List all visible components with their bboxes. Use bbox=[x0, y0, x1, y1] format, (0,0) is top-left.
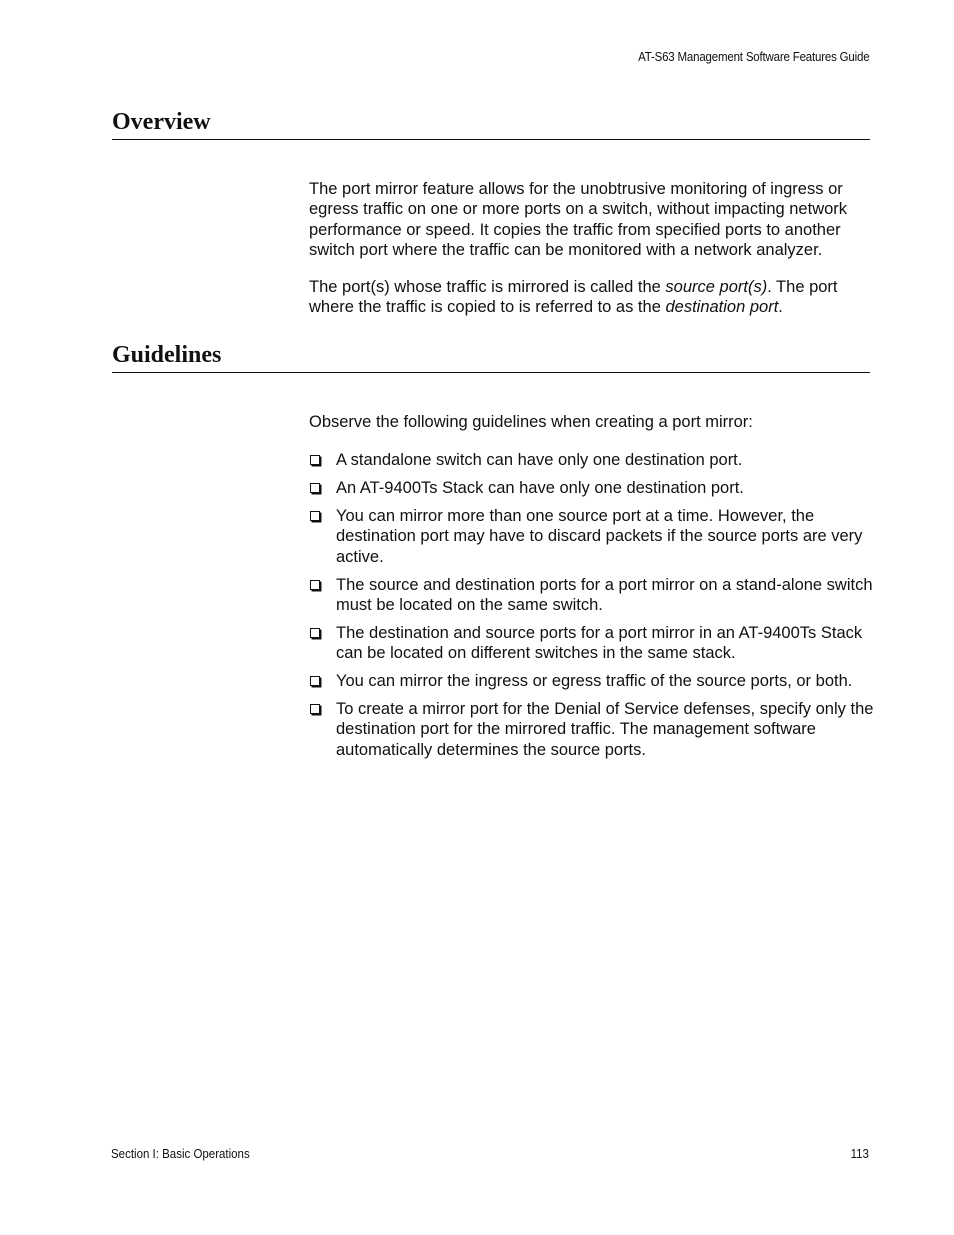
checkbox-bullet-icon bbox=[310, 704, 320, 714]
guideline-text: You can mirror the ingress or egress traffic of the source ports, or both. bbox=[336, 672, 853, 691]
guideline-item bbox=[309, 575, 874, 616]
guideline-item bbox=[309, 699, 874, 760]
checkbox-bullet-icon bbox=[310, 455, 320, 465]
running-header: AT-S63 Management Software Features Guide bbox=[637, 50, 869, 64]
overview-paragraph-2-text: . The port where the traffic is copied to is referred to as the bbox=[309, 278, 838, 317]
guideline-item bbox=[309, 506, 874, 567]
overview-heading: Overview bbox=[112, 108, 870, 140]
guidelines-heading: Guidelines bbox=[112, 341, 870, 373]
checkbox-bullet-icon bbox=[310, 676, 320, 686]
checkbox-bullet-icon bbox=[310, 580, 320, 590]
guidelines-list bbox=[309, 450, 874, 768]
checkbox-bullet-icon bbox=[310, 511, 320, 521]
guideline-item bbox=[309, 478, 874, 498]
overview-paragraph-2-text: The port(s) whose traffic is mirrored is called the bbox=[309, 278, 666, 296]
guideline-text: The source and destination ports for a port mirror on a stand-alone switch must be located on the same switch. bbox=[336, 575, 873, 614]
overview-paragraph-2-text: . bbox=[778, 298, 783, 317]
guidelines-intro: Observe the following guidelines when creating a port mirror: bbox=[309, 413, 753, 431]
guideline-text: The destination and source ports for a port mirror in an AT-9400Ts Stack can be located on different switches in the same stack. bbox=[336, 623, 863, 663]
checkbox-bullet-icon bbox=[310, 628, 320, 638]
page-number: 113 bbox=[850, 1147, 869, 1161]
footer-section-label: Section I: Basic Operations bbox=[111, 1147, 250, 1161]
guideline-item bbox=[309, 623, 874, 664]
overview-paragraph-2 bbox=[309, 277, 872, 318]
guideline-item bbox=[309, 671, 874, 691]
overview-paragraph-1: The port mirror feature allows for the unobtrusive monitoring of ingress or egress traffic on one or more ports on a switch, without impacting network performance or speed. It copies the traffic from specified ports to another switch port where the traffic can be monitored with a network analyzer. bbox=[309, 180, 848, 259]
guideline-text: To create a mirror port for the Denial of Service defenses, specify only the destination port for the mirrored traffic. The management software automatically determines the source ports. bbox=[336, 700, 874, 759]
guideline-text: An AT-9400Ts Stack can have only one destination port. bbox=[336, 478, 744, 497]
checkbox-bullet-icon bbox=[310, 483, 320, 493]
destination-port-term: destination port bbox=[665, 298, 779, 317]
guideline-text: A standalone switch can have only one destination port. bbox=[336, 451, 743, 469]
source-port-term: source port(s) bbox=[665, 278, 768, 296]
guideline-item bbox=[309, 450, 874, 470]
guideline-text: You can mirror more than one source port at a time. However, the destination port may have to discard packets if the source ports are very active. bbox=[336, 506, 863, 566]
